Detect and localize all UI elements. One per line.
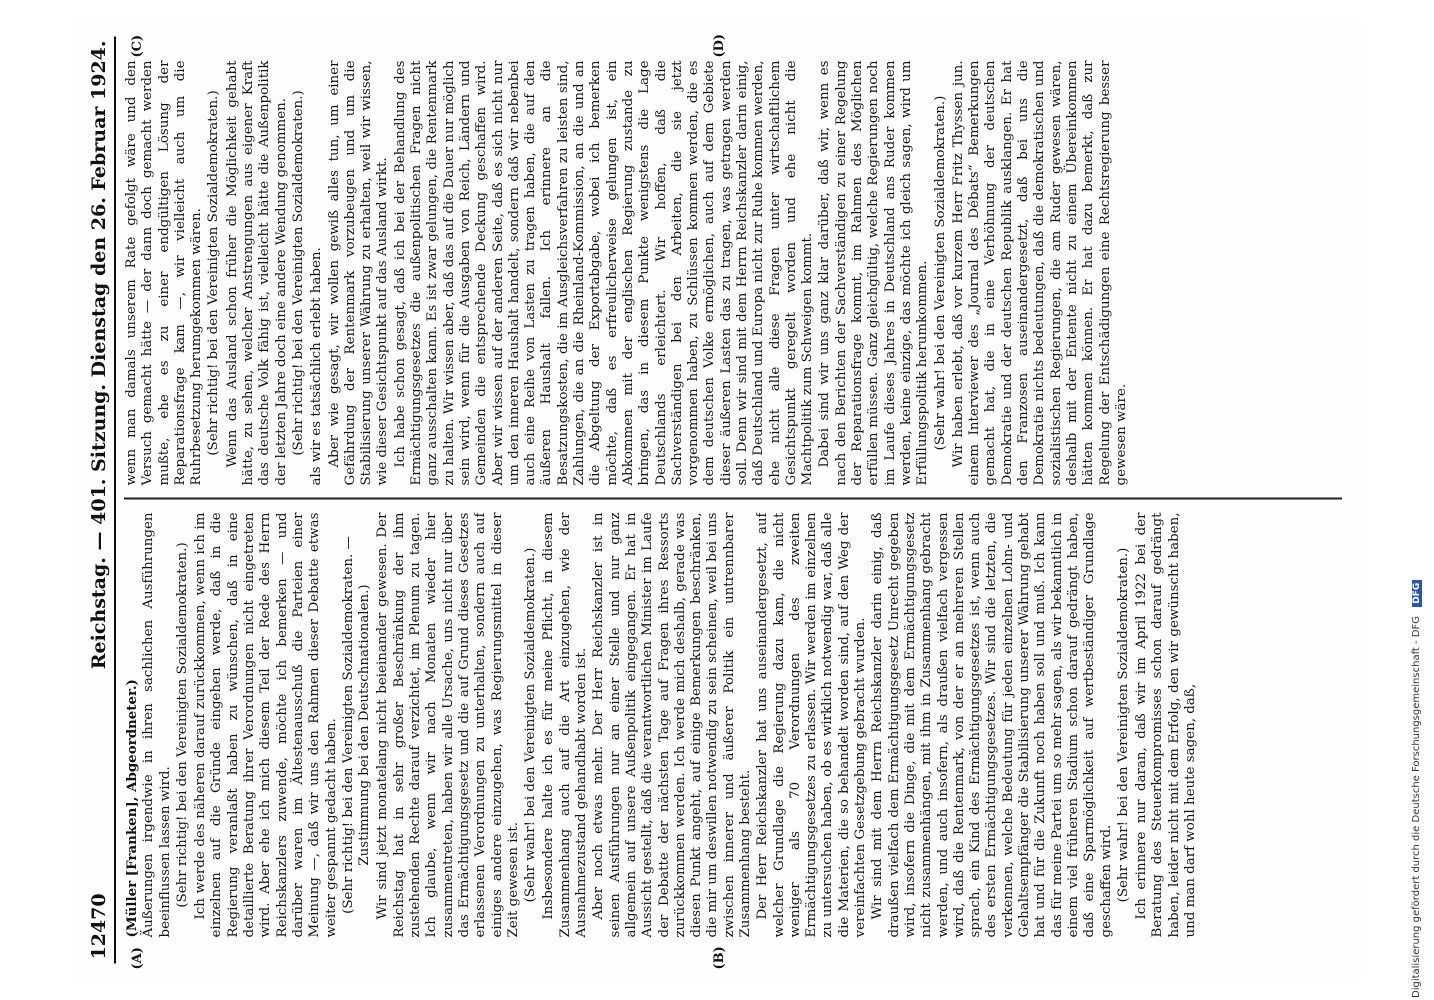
digitization-credit [1410, 8, 1428, 998]
paragraph: Dabei sind wir uns ganz klar darüber, daß wir, wenn es nach den Berichten der Sachverständigen zu einer Regelung der Reparationsfrage kommt, im Rahmen des Möglichen erfüllen müssen. Ganz gleichgültig, welche Regierungen noch im Laufe dieses Jahres in Deutschland ans Ruder kommen werden, keine einzige, das möchte ich gleich sagen, wird um Erfüllungspolitik herumkommen. [817, 60, 931, 486]
page-number: 12470 [88, 893, 110, 960]
page-header [80, 41, 110, 960]
page-title: Reichstag. — 401. Sitzung. Dienstag den 26. Februar 1924. [88, 40, 110, 670]
paragraph: Wir haben erlebt, daß vor kurzem Herr Fritz Thyssen jun. einem Interviewer des „Journal des Débats“ Bemerkungen gemacht hat, die in eine Verhöhnung der deutschen Demokratie und der deutschen Republik ausklangen. Er hat den Franzosen auseinandergesetzt, daß bei uns die Demokratie nichts bedeutungen, daß die demokratischen und sozialistischen Regierungen, die am Ruder gewesen wären, deshalb mit der Entente nicht zu einem Übereinkommen hätten kommen können. Er hat dazu bemerkt, daß zur Regelung der Entschädigungen eine Rechtsregierung besser gewesen wäre. [950, 60, 1129, 486]
paragraph: Ich erinnere nur daran, daß wir im April 1922 bei der Beratung des Steuerkompromisses schon darauf gedrängt haben, leider nicht mit dem Erfolg, den wir gewünscht haben, und man darf wohl heute sagen, daß, [1134, 512, 1198, 938]
interjection: (Sehr richtig! bei den Vereinigten Sozialdemokraten.) [290, 90, 306, 456]
left-column [124, 513, 1350, 938]
margin-marker-b: (B) [712, 946, 727, 970]
rotated-document-page [72, 23, 1362, 978]
interjection: (Sehr wahr! bei den Vereinigten Sozialdemokraten.) [1115, 547, 1131, 903]
paragraph: Wir sind jetzt monatelang nicht beieinander gewesen. Der Reichstag hat in sehr großer Beschränkung der ihm zustehenden Rechte darauf verzichtet, im Plenum zu tagen. Ich glaube, wenn wir nach Monaten wieder hier zusammentreten, haben wir alle Ursache, uns nicht nur über das Ermächtigungsgesetz und die auf Grund dieses Gesetzes erlassenen Verordnungen zu unterhalten, sondern auch auf einiges andere einzugehen, was Regierungsmittel in dieser Zeit gewesen ist. [375, 512, 521, 938]
paragraph: Ich werde des näheren darauf zurückkommen, wenn ich im einzelnen auf die Gründe eingehen werde, daß in die Regierung veranlaßt haben zu wünschen, daß in eine detaillierte Beratung ihrer Verordnungen nicht eingetreten wird. Aber ehe ich mich diesem Teil der Rede des Herrn Reichskanzlers zuwende, möchte ich bemerken — und darüber waren im Ältestenausschuß die Parteien einer Meinung —, daß wir uns den Rahmen dieser Debatte etwas weiter gespannt gedacht haben. [193, 512, 339, 938]
paragraph: Ich habe schon gesagt, daß ich bei der Behandlung des Ermächtigungsgesetzes die außenpolitischen Fragen nicht ganz ausschalten kann. Es ist zwar gelungen, die Rentenmark zu halten. Wir wissen aber, daß das auf die Dauer nur möglich sein wird, wenn für die Ausgaben von Reich, Ländern und Gemeinden die entsprechende Deckung geschaffen wird. Aber wir wissen auf der anderen Seite, daß es sich nicht nur um den inneren Haushalt handelt, sondern daß wir nebenbei auch eine Reihe von Lasten zu tragen haben, die auf den äußeren Haushalt fallen. Ich erinnere an die Besatzungskosten, die im Ausgleichsverfahren zu leisten sind, Zahlungen, die an die Rheinland-Kommission, an die und an die Abgeltung der Exportabgabe, wobei ich bemerken möchte, daß es erfreulicherweise gelungen ist, ein Abkommen mit der englischen Regierung zustande zu bringen, das in diesem Punkte wenigstens die Lage Deutschlands erleichtert. Wir hoffen, daß die Sachverständigen bei den Arbeiten, die sie jetzt vorgenommen haben, zu Schlüssen kommen werden, die es dem deutschen Volke ermöglichen, auch auf dem Gebiete dieser äußeren Lasten das zu tragen, was getragen werden soll. Denn wir sind mit dem Herrn Reichskanzler darin einig, daß Deutschland und Europa nicht zur Ruhe kommen werden, ehe nicht alle diese Fragen unter wirtschaftlichem Gesichtspunkt geregelt worden und ehe nicht die Machtpolitik zum Schweigen kommt. [392, 60, 816, 486]
interjection: (Sehr richtig! bei den Vereinigten Sozialdemokraten.) [174, 542, 190, 908]
margin-marker-d: (D) [712, 33, 727, 58]
paragraph: Wenn das Ausland schon früher die Möglichkeit gehabt hätte, zu sehen, welcher Anstrengungen aus eigener Kraft das deutsche Volk fähig ist, vielleicht hätte die Außenpolitik der letzten Jahre doch eine andere Wendung genommen. [224, 60, 289, 486]
paragraph: Aber noch etwas mehr. Der Herr Reichskanzler ist in seinen Ausführungen nur an einer Stelle und nur ganz allgemein auf unsere Außenpolitik eingegangen. Er hat in Aussicht gestellt, daß die verantwortlichen Minister im Laufe der Debatte der nächsten Tage auf Fragen ihres Ressorts zurückkommen werden. Ich werde mich deshalb, gerade was diesen Punkt angeht, auf einige Bemerkungen beschränken, die mir um deswillen notwendig zu sein scheinen, weil bei uns zwischen innerer und äußerer Politik ein untrennbarer Zusammenhang besteht. [591, 512, 753, 938]
interjection: (Sehr richtig! bei den Vereinigten Sozialdemokraten. — Zustimmung bei den Deutschnationalen.) [340, 536, 373, 914]
interjection: (Sehr richtig! bei den Vereinigten Sozialdemokraten.) [206, 90, 222, 456]
interjection: (Sehr wahr! bei den Vereinigten Sozialdemokraten.) [932, 95, 948, 451]
interjection: (Sehr wahr! bei den Vereinigten Sozialdemokraten.) [523, 547, 539, 903]
paragraph: als wir es tatsächlich erlebt haben. [309, 247, 325, 486]
dfg-logo: DFG [1412, 580, 1422, 607]
speaker-line: (Müller [Franken], Abgeordneter.) [124, 679, 140, 938]
paragraph: Insbesondere halte ich es für meine Pflicht, in diesem Zusammenhang auch auf die Art einzugehen, wie der Ausnahmezustand gehandhabt worden ist. [541, 512, 590, 938]
paragraph: wenn man damals unserem Rate gefolgt wäre und den Versuch gemacht hätte — der dann doch gemacht werden mußte, ehe es zu einer endgültigen Lösung der Reparationsfrage kam —, wir vielleicht auch um die Ruhrbesetzung herumgekommen wären. [124, 60, 205, 486]
paragraph: Wir sind mit dem Herrn Reichskanzler darin einig, daß draußen vielfach dem Ermächtigungsgesetz Unrecht gegeben wird, insofern die Dinge, die mit dem Ermächtigungsgesetz nicht zusammenhängen, mit ihm in Zusammenhang gebracht werden, und auch insofern, als draußen vielfach vergessen wird, daß die Rentenmark, von der er an mehreren Stellen sprach, ein Kind des Ermächtigungsgesetzes ist, wenn auch des ersten Ermächtigungsgesetzes. Wir sind die letzten, die verkennen, welche Bedeutung für jeden einzelnen Lohn- und Gehaltsempfänger die Stabilisierung unserer Währung gehabt hat und für die Zukunft noch haben soll und muß. Ich kann das für meine Partei um so mehr sagen, als wir bekanntlich in einem viel früheren Stadium schon darauf gedrängt haben, daß eine Sparmöglichkeit auf wertbeständiger Grundlage geschaffen wird. [870, 512, 1114, 938]
margin-marker-a: (A) [130, 947, 145, 970]
credit-text: Digitalisierung gefördert durch die Deutsche Forschungsgemeinschaft - DFG [1411, 615, 1422, 998]
paragraph: Aber wie gesagt, wir wollen gewiß alles tun, um einer Gefährdung der Rentenmark vorzubeugen und um die Stabilisierung unserer Währung zu erhalten, weil wir wissen, wie dieser Gesichtspunkt auf das Ausland wirkt. [326, 60, 391, 486]
right-column [124, 61, 1350, 486]
margin-marker-c: (C) [130, 34, 145, 58]
header-rule [114, 37, 116, 964]
paragraph: Der Herr Reichskanzler hat uns auseinandergesetzt, auf welcher Grundlage die Regierung dazu kam, die nicht weniger als 70 Verordnungen des zweiten Ermächtigungsgesetzes zu erlassen. Wir werden im einzelnen zu untersuchen haben, ob es wirklich notwendig war, daß alle die Materien, die so behandelt worden sind, auf den Weg der vereinfachten Gesetzgebung gebracht wurden. [755, 512, 869, 938]
credit-line [1411, 8, 1427, 998]
column-divider [124, 498, 1342, 500]
paragraph: Äußerungen irgendwie in ihren sachlichen Ausführungen beeinflussen lassen wird. [141, 512, 173, 938]
